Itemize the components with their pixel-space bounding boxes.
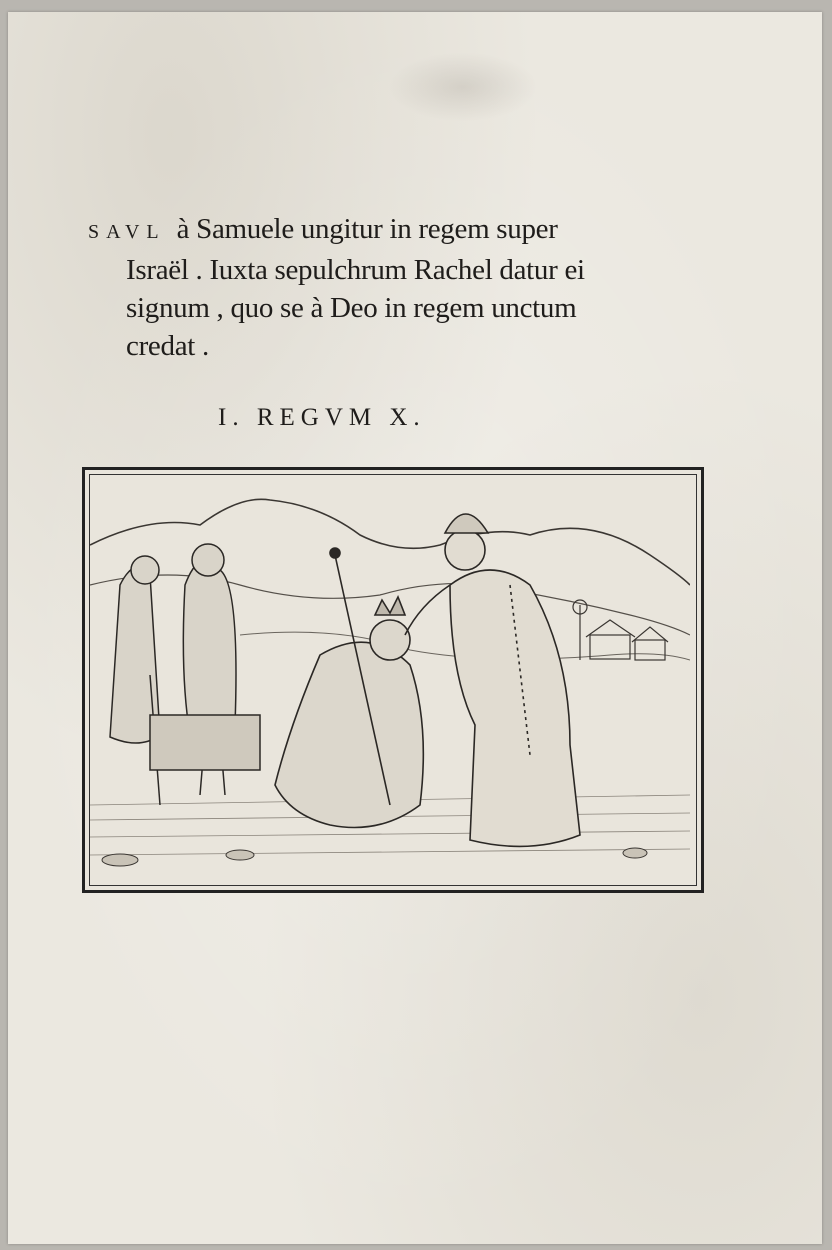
caption-line-1-text: à Samuele ungitur in regem super (176, 213, 558, 245)
hills-line (90, 499, 690, 585)
caption-line-2: Israël . Iuxta sepulchrum Rachel datur ei (126, 254, 585, 286)
paper-stain (388, 52, 538, 122)
woodcut-frame (89, 474, 697, 886)
caption-line-1 (88, 210, 728, 251)
woodcut-illustration (82, 467, 704, 893)
prophet-samuel (405, 514, 580, 846)
caption-line-3: signum , quo se à Deo in regem unctum (126, 292, 577, 324)
caption-line-4: credat . (126, 330, 209, 362)
page-caption (88, 210, 728, 365)
caption-lead: SAVL (88, 221, 166, 243)
distant-village (573, 600, 668, 660)
woodcut-scene (90, 475, 690, 879)
book-page (8, 12, 822, 1244)
chapter-reference: I. REGVM X. (218, 404, 426, 431)
foreground-stones (102, 848, 647, 866)
bystanders (110, 544, 260, 805)
